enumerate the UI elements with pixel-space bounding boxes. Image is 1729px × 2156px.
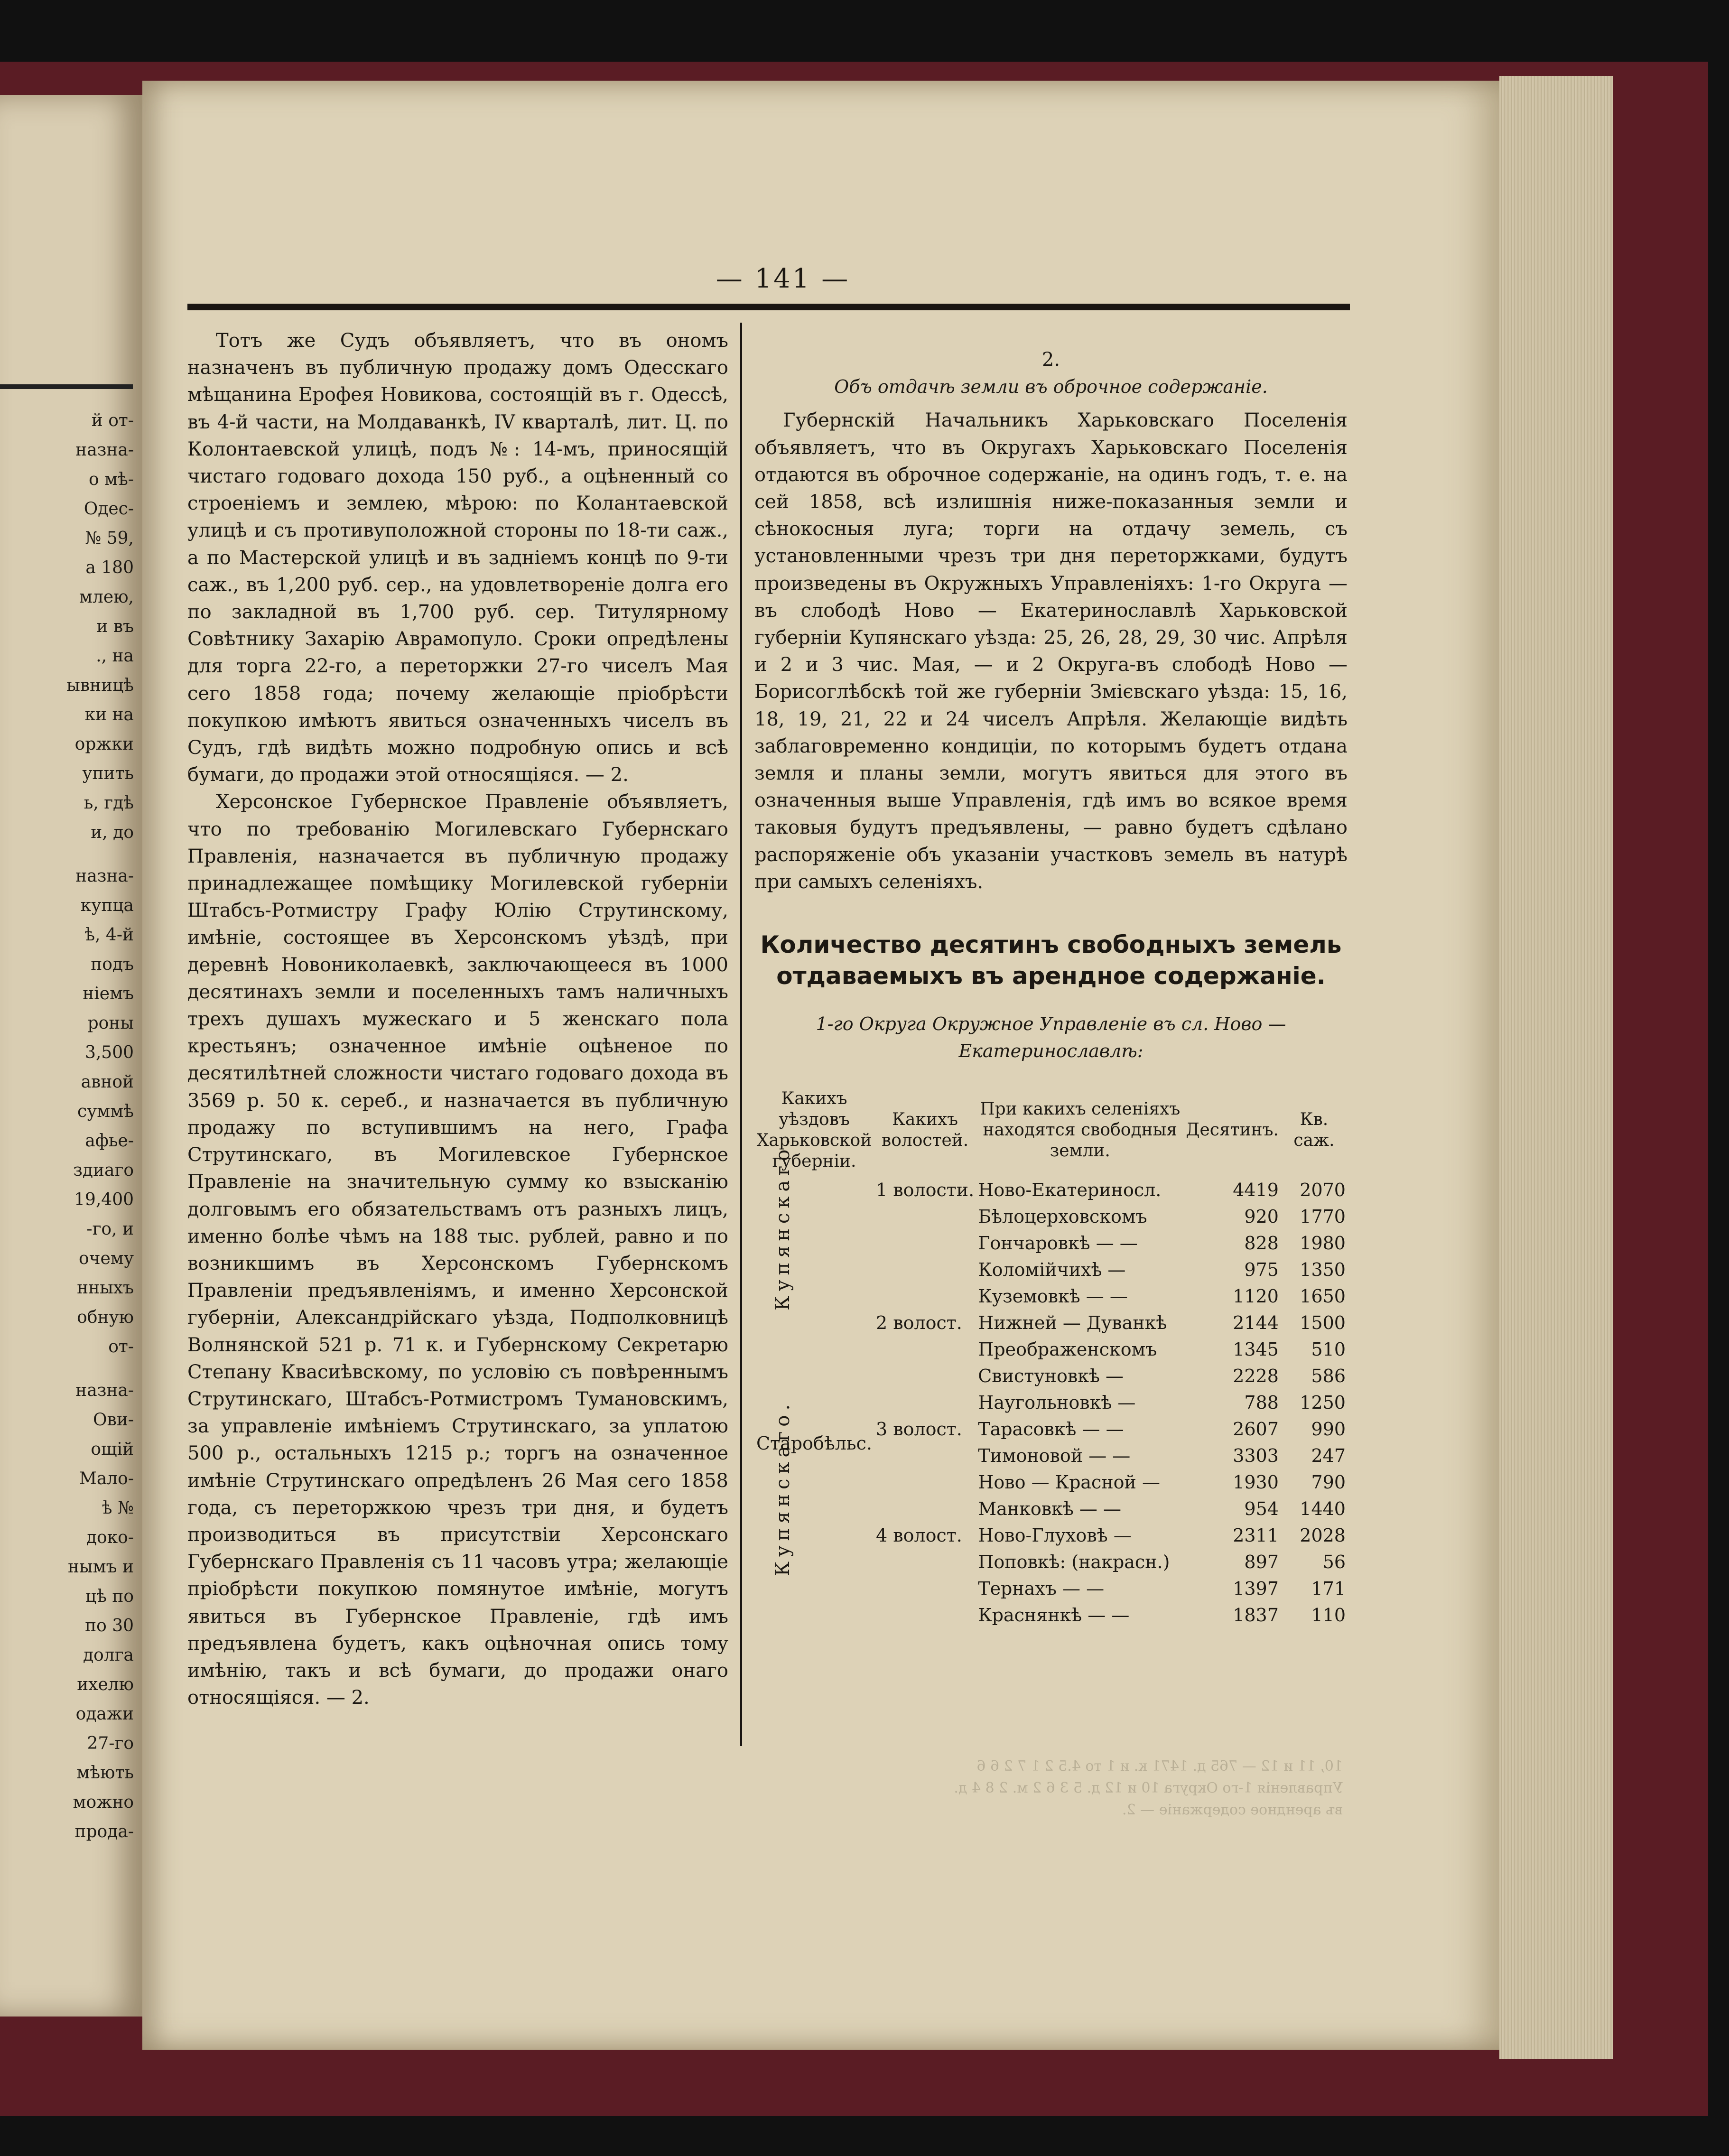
land-table (754, 1084, 1348, 1628)
header-volost: Какихъ волостей. (881, 1110, 969, 1151)
sazhen-cell: 171 (1311, 1578, 1346, 1599)
left-fragment-line: очему (79, 1249, 134, 1268)
volost-cell: 2 волост. (875, 1312, 962, 1334)
village-cell: Свистуновкѣ — (978, 1366, 1124, 1387)
desyatin-cell: 1930 (1233, 1472, 1279, 1493)
left-fragment-line: ь, гдѣ (84, 793, 134, 813)
desyatin-cell: 2607 (1233, 1419, 1279, 1440)
left-fragment-line: ѣ № (102, 1498, 134, 1518)
left-fragment-line: ніемъ (83, 984, 134, 1004)
left-fragment-line: от- (108, 1337, 134, 1357)
left-fragment-line: ., на (96, 646, 134, 666)
left-fragment-line: назна- (75, 440, 134, 460)
left-fragment-line: ощій (91, 1440, 134, 1459)
village-cell: Коломійчихѣ — (978, 1259, 1126, 1281)
uezd-cell (754, 1134, 874, 1416)
volost-cell (874, 1389, 976, 1416)
uezd-label: Старобѣльс. (756, 1433, 872, 1454)
sazhen-cell: 1250 (1300, 1392, 1346, 1413)
desyatin-cell: 1837 (1233, 1605, 1279, 1626)
page-number: — 141 — (716, 263, 850, 294)
left-fragment-line: по 30 (85, 1616, 134, 1636)
table-subheading: 1-го Округа Окружное Управленіе въ сл. Ново — Екатеринославлѣ: (816, 1013, 1286, 1062)
right-column (754, 346, 1348, 1628)
volost-cell (874, 1575, 976, 1602)
left-fragment-line: роны (87, 1013, 134, 1033)
left-fragment-line: афье- (85, 1131, 134, 1151)
volost-cell: 1 волости. (875, 1180, 975, 1201)
village-cell: Бѣлоцерховскомъ (978, 1206, 1147, 1227)
left-fragment-line: млею, (79, 587, 134, 607)
left-fragment-line: й от- (91, 411, 134, 430)
left-column (187, 327, 728, 1711)
left-fragment-line: обную (77, 1308, 134, 1327)
page-edges (1499, 76, 1613, 2059)
left-fragment-line: суммѣ (77, 1102, 134, 1121)
sazhen-cell: 1650 (1300, 1286, 1346, 1307)
header-sazhen: Кв. саж. (1293, 1110, 1335, 1151)
sazhen-cell: 1350 (1300, 1259, 1346, 1281)
left-fragment-line: назна- (75, 866, 134, 886)
left-fragment-line: № 59, (85, 529, 134, 548)
left-fragment-line: 19,400 (74, 1190, 134, 1209)
left-fragment-line: здиаго (73, 1161, 134, 1180)
left-fragment-line: авной (81, 1072, 134, 1092)
left-page-rule (0, 384, 133, 389)
left-fragment-line: нныхъ (77, 1278, 134, 1298)
desyatin-cell: 2228 (1233, 1366, 1279, 1387)
table-header-row (754, 1084, 1348, 1177)
left-fragment-line: 3,500 (84, 1043, 134, 1062)
left-fragment-line: подъ (91, 955, 134, 974)
left-fragment-line: нымъ и (68, 1557, 134, 1577)
village-cell: Тарасовкѣ — — (978, 1419, 1124, 1440)
sazhen-cell: 1440 (1300, 1498, 1346, 1520)
volost-cell (874, 1549, 976, 1575)
left-fragment-line: ѣ, 4-й (84, 925, 134, 945)
desyatin-cell: 1397 (1233, 1578, 1279, 1599)
village-cell: Тернахъ — — (978, 1578, 1105, 1599)
left-fragment-line: оржки (74, 734, 134, 754)
left-page-fragment (0, 95, 142, 2017)
sazhen-cell: 990 (1311, 1419, 1346, 1440)
table-heading: Количество десятинъ свободныхъ земель отдаваемыхъ въ арендное содержаніе. (760, 931, 1342, 990)
left-fragment-line: цѣ по (85, 1587, 134, 1606)
notice-title: Объ отдачѣ земли въ оброчное содержаніе. (834, 376, 1268, 398)
table-row (754, 1416, 1348, 1442)
left-fragment-line: прода- (74, 1822, 134, 1841)
bleed-through-text: 10, 11 и 12 — 765 д. 1471 к. и 1 то 4.5 2 1 7 2 6 6 Управленія 1-го Округа 10 и 12 д. 5 3 6 2 м. 2 8 4 д. въ арендное содержаніе — 2. (954, 1758, 1343, 1818)
volost-cell (874, 1496, 976, 1522)
left-fragment-line: Мало- (79, 1469, 134, 1488)
desyatin-cell: 4419 (1233, 1180, 1279, 1201)
left-fragment-line: 27-го (87, 1734, 134, 1753)
volost-cell (874, 1442, 976, 1469)
left-fragment-line: а 180 (85, 558, 134, 577)
left-fragment-line: мѣють (76, 1763, 134, 1783)
desyatin-cell: 788 (1244, 1392, 1279, 1413)
left-fragment-line: Ови- (93, 1410, 134, 1430)
sazhen-cell: 1770 (1300, 1206, 1346, 1227)
sazhen-cell: 247 (1311, 1445, 1346, 1467)
village-cell: Ново — Красной — (978, 1472, 1160, 1493)
desyatin-cell: 2311 (1233, 1525, 1279, 1546)
left-fragment-line: упить (82, 764, 134, 783)
left-fragment-line: назна- (75, 1381, 134, 1400)
left-fragment-line: -го, и (86, 1219, 134, 1239)
village-cell: Тимоновой — — (978, 1445, 1131, 1467)
left-fragment-line: ки на (84, 705, 134, 725)
sazhen-cell: 56 (1322, 1552, 1346, 1573)
left-fragment-line: долга (83, 1645, 134, 1665)
table-row (754, 1177, 1348, 1203)
desyatin-cell: 897 (1244, 1552, 1279, 1573)
village-cell: Нижней — Дуванкѣ (978, 1312, 1167, 1334)
desyatin-cell: 3303 (1233, 1445, 1279, 1467)
left-fragment-line: купца (80, 896, 134, 915)
left-fragment-line: можно (73, 1793, 134, 1812)
desyatin-cell: 828 (1244, 1233, 1279, 1254)
uezd-label: Купянскаго. (772, 1134, 794, 1311)
table-row (754, 1496, 1348, 1522)
sazhen-cell: 510 (1311, 1339, 1346, 1360)
sazhen-cell: 1980 (1300, 1233, 1346, 1254)
sazhen-cell: 790 (1311, 1472, 1346, 1493)
header-village: При какихъ селеніяхъ находятся свободныя земли. (980, 1099, 1181, 1161)
desyatin-cell: 954 (1244, 1498, 1279, 1520)
village-cell: Гончаровкѣ — — (978, 1233, 1138, 1254)
volost-cell (874, 1363, 976, 1389)
desyatin-cell: 1345 (1233, 1339, 1279, 1360)
sazhen-cell: 586 (1311, 1366, 1346, 1387)
volost-cell (874, 1203, 976, 1230)
sazhen-cell: 2070 (1300, 1180, 1346, 1201)
header-uezd: Какихъ уѣздовъ Харьковской губерніи. (756, 1089, 872, 1171)
court-notice: Тотъ же Судъ объявляетъ, что въ ономъ назначенъ въ публичную продажу домъ Одесскаго мѣщанина Ерофея Новикова, состоящій въ г. Одессѣ, въ 4-й части, на Молдаванкѣ, IV кварталѣ, лит. Ц. по Колонтаевской улицѣ, подъ №: 14-мъ, приносящій чистаго годоваго дохода 150 руб., а оцѣненный со строеніемъ и землею, мѣрою: по Колантаевской улицѣ и съ противуположной стороны по 18-ти саж., а по Мастерской улицѣ и въ задніемъ концѣ по 9-ти саж., въ 1,200 руб. сер., на удовлетвореніе долга его по закладной въ 1,700 руб. сер. Титулярному Совѣтнику Захарію Аврамопуло. Сроки опредѣлены для торга 22-го, а переторжки 27-го чиселъ Мая сего 1858 года; почему желающіе пріобрѣсти покупкою имѣютъ явиться означенныхъ чиселъ въ Судъ, гдѣ видѣть можно подробную опись и всѣ бумаги, до продажи этой относящіяся. — 2. (187, 330, 728, 786)
village-cell: Преображенскомъ (978, 1339, 1157, 1360)
village-cell: Поповкѣ: (накрасн.) (978, 1552, 1170, 1573)
village-cell: Наугольновкѣ — (978, 1392, 1136, 1413)
desyatin-cell: 975 (1244, 1259, 1279, 1281)
volost-cell (874, 1230, 976, 1256)
sazhen-cell: 110 (1311, 1605, 1346, 1626)
left-fragment-line: и, до (91, 823, 134, 842)
column-divider (740, 323, 742, 1746)
volost-cell (874, 1336, 976, 1363)
header-desyatin: Десятинъ. (1186, 1120, 1279, 1140)
left-fragment-line: доко- (86, 1528, 134, 1547)
volost-cell: 3 волост. (875, 1419, 962, 1440)
sazhen-cell: 1500 (1300, 1312, 1346, 1334)
header-rule (187, 304, 1350, 310)
left-fragment-line: Одес- (84, 499, 134, 519)
village-cell: Ново-Екатериносл. (978, 1180, 1162, 1201)
notice-number: 2. (1041, 349, 1060, 371)
volost-cell (874, 1469, 976, 1496)
left-fragment-line: ихелю (77, 1675, 134, 1694)
village-cell: Манковкѣ — — (978, 1498, 1121, 1520)
uezd-label: Купянскаго. (772, 1400, 794, 1577)
desyatin-cell: 1120 (1233, 1286, 1279, 1307)
land-lease-notice: Губернскій Начальникъ Харьковскаго Поселенія объявляетъ, что въ Округахъ Харьковскаго Поселенія отдаются въ оброчное содержаніе, на одинъ годъ, т. е. на сей 1858, всѣ излишнія ниже-показанныя земли и сѣнокосныя луга; торги на отдачу земель, съ установленными чрезъ три дня переторжками, будутъ произведены въ Окружныхъ Управленіяхъ: 1-го Округа — въ слободѣ Ново — Екатеринославлѣ Харьковской губерніи Купянскаго уѣзда: 25, 26, 28, 29, 30 чис. Апрѣля и 2 и 3 чис. Мая, — и 2 Округа-въ слободѣ Ново — Борисоглѣбскѣ той же губерніи Змієвскаго уѣзда: 15, 16, 18, 19, 21, 22 и 24 чиселъ Апрѣля. Желающіе видѣть заблаговременно кондиціи, по которымъ будетъ отдана земля и планы земли, могутъ явиться для этого въ означенныя выше Управленія, гдѣ имъ во всякое время таковыя будутъ предъявлены, — равно будетъ сдѣлано распоряженіе объ указаніи участковъ земель въ натурѣ при самыхъ селеніяхъ. (754, 409, 1348, 893)
volost-cell (874, 1283, 976, 1310)
left-fragment-line: о мѣ- (89, 470, 134, 489)
desyatin-cell: 920 (1244, 1206, 1279, 1227)
left-fragment-line: одажи (75, 1704, 134, 1724)
left-fragment-line: и въ (96, 617, 134, 636)
sazhen-cell: 2028 (1300, 1525, 1346, 1546)
village-cell: Краснянкѣ — — (978, 1605, 1130, 1626)
volost-cell (874, 1602, 976, 1628)
desyatin-cell: 2144 (1233, 1312, 1279, 1334)
volost-cell (874, 1256, 976, 1283)
village-cell: Куземовкѣ — — (978, 1286, 1128, 1307)
left-fragment-line: ывницѣ (66, 676, 134, 695)
village-cell: Ново-Глуховѣ — (978, 1525, 1132, 1546)
governorate-notice: Херсонское Губернское Правленіе объявляетъ, что по требованію Могилевскаго Губернскаго Правленія, назначается въ публичную продажу принадлежащее помѣщику Могилевской губерніи Штабсъ-Ротмистру Графу Юлію Струтинскому, имѣніе, состоящее въ Херсонскомъ уѣздѣ, при деревнѣ Новониколаевкѣ, заключающееся въ 1000 десятинахъ земли и поселенныхъ тамъ наличныхъ трехъ душахъ мужескаго и 5 женскаго пола крестьянъ; означенное имѣніе оцѣненое по десятилѣтней сложности чистаго годоваго дохода въ 3569 р. 50 к. сереб., и назначается въ публичную продажу по вступившимъ на него, Графа Струтинскаго, въ Могилевское Губернское Правленіе на значительную сумму ко взысканію долговымъ его обязательствамъ отъ разныхъ лицъ, именно болѣе чѣмъ на 188 тыс. рублей, равно и по возникшимъ въ Херсонскомъ Губернскомъ Правленіи предъявленіямъ, и именно Херсонской губерніи, Александрійскаго уѣзда, Подполковницѣ Волнянской 521 р. 71 к. и Губернскому Секретарю Степану Квасиѣвскому, по условію съ повѣреннымъ Струтинскаго, Штабсъ-Ротмистромъ Тумановскимъ, за управленіе имѣніемъ Струтинскаго, за уплатою 500 р., остальныхъ 1215 р.; торгъ на означенное имѣніе Струтинскаго опредѣленъ 26 Мая сего 1858 года, съ переторжкою чрезъ три дня, и будетъ производиться въ присутствіи Херсонскаго Губернскаго Правленія съ 11 часовъ утра; желающіе пріобрѣсти покупкою помянутое имѣніе, могутъ явиться въ Губернское Правленіе, гдѣ имъ предъявлена будетъ, какъ оцѣночная опись тому имѣнію, такъ и всѣ бумаги, до продажи онаго относящіяся. — 2. (187, 791, 728, 1709)
volost-cell: 4 волост. (875, 1525, 962, 1546)
